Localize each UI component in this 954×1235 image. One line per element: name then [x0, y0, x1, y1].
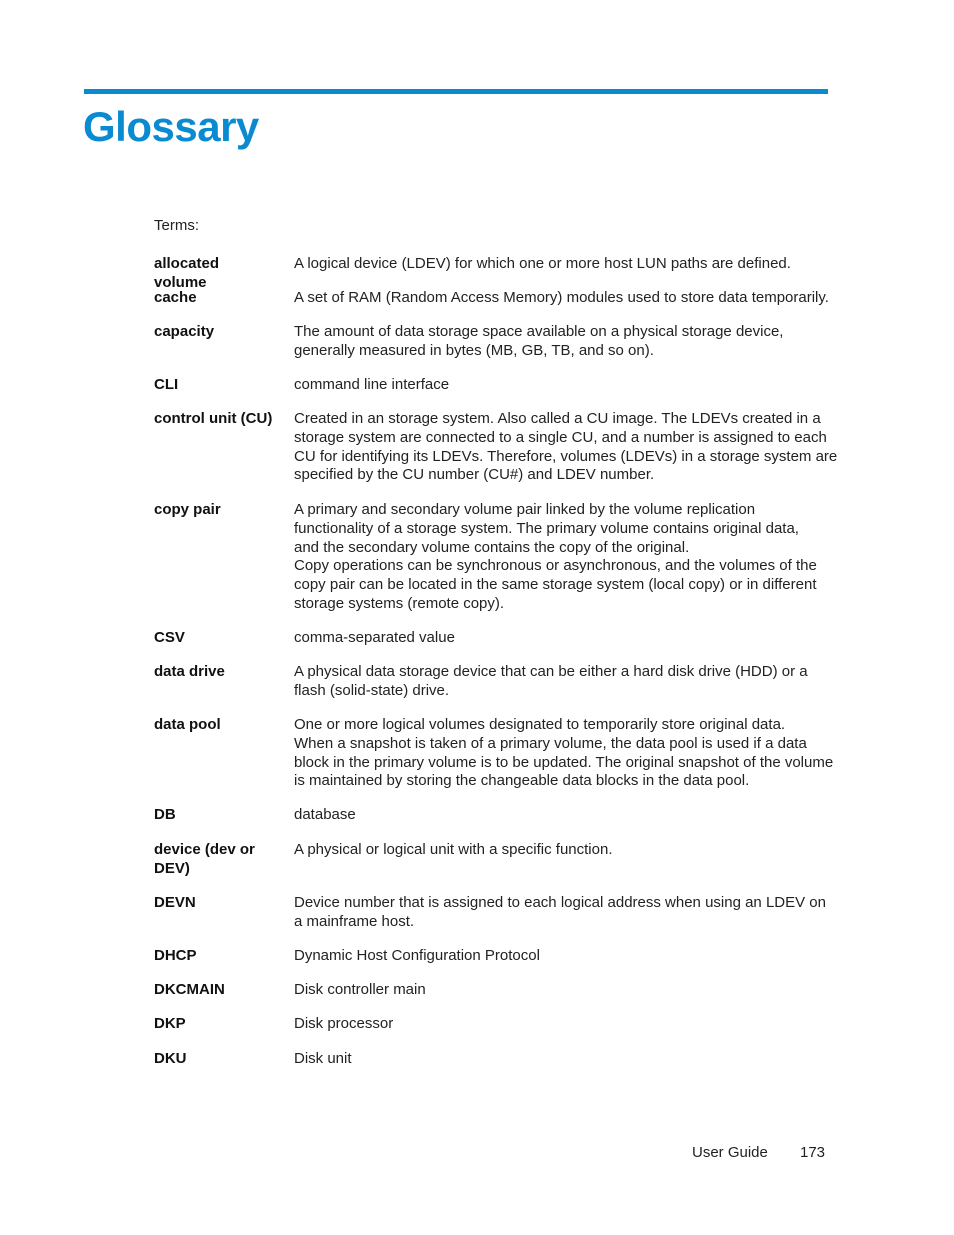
definition-line: Disk unit	[294, 1050, 352, 1067]
glossary-term: DHCP	[154, 947, 197, 964]
title-rule	[84, 89, 828, 94]
glossary-definition	[294, 981, 832, 1000]
glossary-definition	[294, 947, 832, 966]
definition-line: block in the primary volume is to be updated. The original snapshot of the volume	[294, 753, 834, 771]
definition-line: Copy operations can be synchronous or asynchronous, and the volumes of the	[294, 557, 817, 575]
page-number: 173	[800, 1144, 826, 1161]
glossary-definition	[294, 663, 832, 701]
glossary-term: device (dev or DEV)	[154, 841, 255, 877]
definition-line: Dynamic Host Configuration Protocol	[294, 947, 540, 964]
definition-line: A physical or logical unit with a specific function.	[294, 841, 613, 858]
glossary-term: data pool	[154, 716, 221, 733]
definition-line: storage systems (remote copy).	[294, 594, 505, 612]
definition-line: Device number that is assigned to each logical address when using an LDEV on	[294, 894, 826, 911]
definition-line: functionality of a storage system. The primary volume contains original data,	[294, 519, 799, 537]
definition-line: database	[294, 806, 356, 823]
glossary-term: copy pair	[154, 501, 221, 518]
glossary-definition	[294, 841, 832, 860]
definition-line: and the secondary volume contains the copy of the original.	[294, 538, 690, 556]
footer-guide-title: User Guide	[692, 1144, 768, 1161]
glossary-definition	[294, 376, 832, 395]
glossary-definition	[294, 289, 832, 308]
glossary-term: DEVN	[154, 894, 196, 911]
glossary-term: CLI	[154, 376, 179, 393]
definition-line: The amount of data storage space available on a physical storage device,	[294, 323, 784, 340]
glossary-definition	[294, 716, 832, 791]
definition-line: is maintained by storing the changeable data blocks in the data pool.	[294, 772, 750, 790]
glossary-term: DKP	[154, 1015, 186, 1032]
glossary-term: control unit (CU)	[154, 410, 273, 427]
glossary-term: DB	[154, 806, 176, 823]
definition-line: When a snapshot is taken of a primary volume, the data pool is used if a data	[294, 734, 807, 752]
definition-line: flash (solid-state) drive.	[294, 681, 450, 699]
glossary-definition	[294, 894, 832, 932]
glossary-term: cache	[154, 289, 197, 306]
definition-line: Disk processor	[294, 1015, 394, 1032]
definition-line: A set of RAM (Random Access Memory) modules used to store data temporarily.	[294, 289, 829, 306]
definition-line: command line interface	[294, 376, 450, 393]
glossary-term: data drive	[154, 663, 225, 680]
glossary-term: CSV	[154, 629, 185, 646]
glossary-term: DKCMAIN	[154, 981, 225, 998]
glossary-definition	[294, 1050, 832, 1069]
definition-line: a mainframe host.	[294, 912, 415, 930]
definition-line: Disk controller main	[294, 981, 426, 998]
definition-line: One or more logical volumes designated to temporarily store original data.	[294, 716, 786, 733]
intro-text: Terms:	[154, 217, 199, 234]
definition-line: A primary and secondary volume pair linked by the volume replication	[294, 501, 756, 518]
definition-line: generally measured in bytes (MB, GB, TB, and so on).	[294, 341, 654, 359]
definition-line: specified by the CU number (CU#) and LDEV number.	[294, 466, 655, 484]
definition-line: CU for identifying its LDEVs. Therefore, volumes (LDEVs) in a storage system are	[294, 447, 838, 465]
glossary-definition	[294, 1015, 832, 1034]
glossary-definition	[294, 806, 832, 825]
glossary-term: DKU	[154, 1050, 187, 1067]
page-title: Glossary	[83, 103, 259, 150]
glossary-definition	[294, 629, 832, 648]
glossary-definition	[294, 501, 832, 614]
glossary-term: allocated volume	[154, 255, 220, 291]
definition-line: storage system are connected to a single CU, and a number is assigned to each	[294, 428, 827, 446]
glossary-definition	[294, 410, 838, 485]
glossary-term: capacity	[154, 323, 215, 340]
glossary-definition	[294, 255, 832, 274]
definition-line: Created in an storage system. Also called a CU image. The LDEVs created in a	[294, 410, 821, 427]
definition-line: copy pair can be located in the same storage system (local copy) or in different	[294, 576, 817, 594]
glossary-definition	[294, 323, 832, 361]
definition-line: A logical device (LDEV) for which one or more host LUN paths are defined.	[294, 255, 791, 272]
definition-line: A physical data storage device that can be either a hard disk drive (HDD) or a	[294, 663, 808, 680]
definition-line: comma-separated value	[294, 629, 455, 646]
